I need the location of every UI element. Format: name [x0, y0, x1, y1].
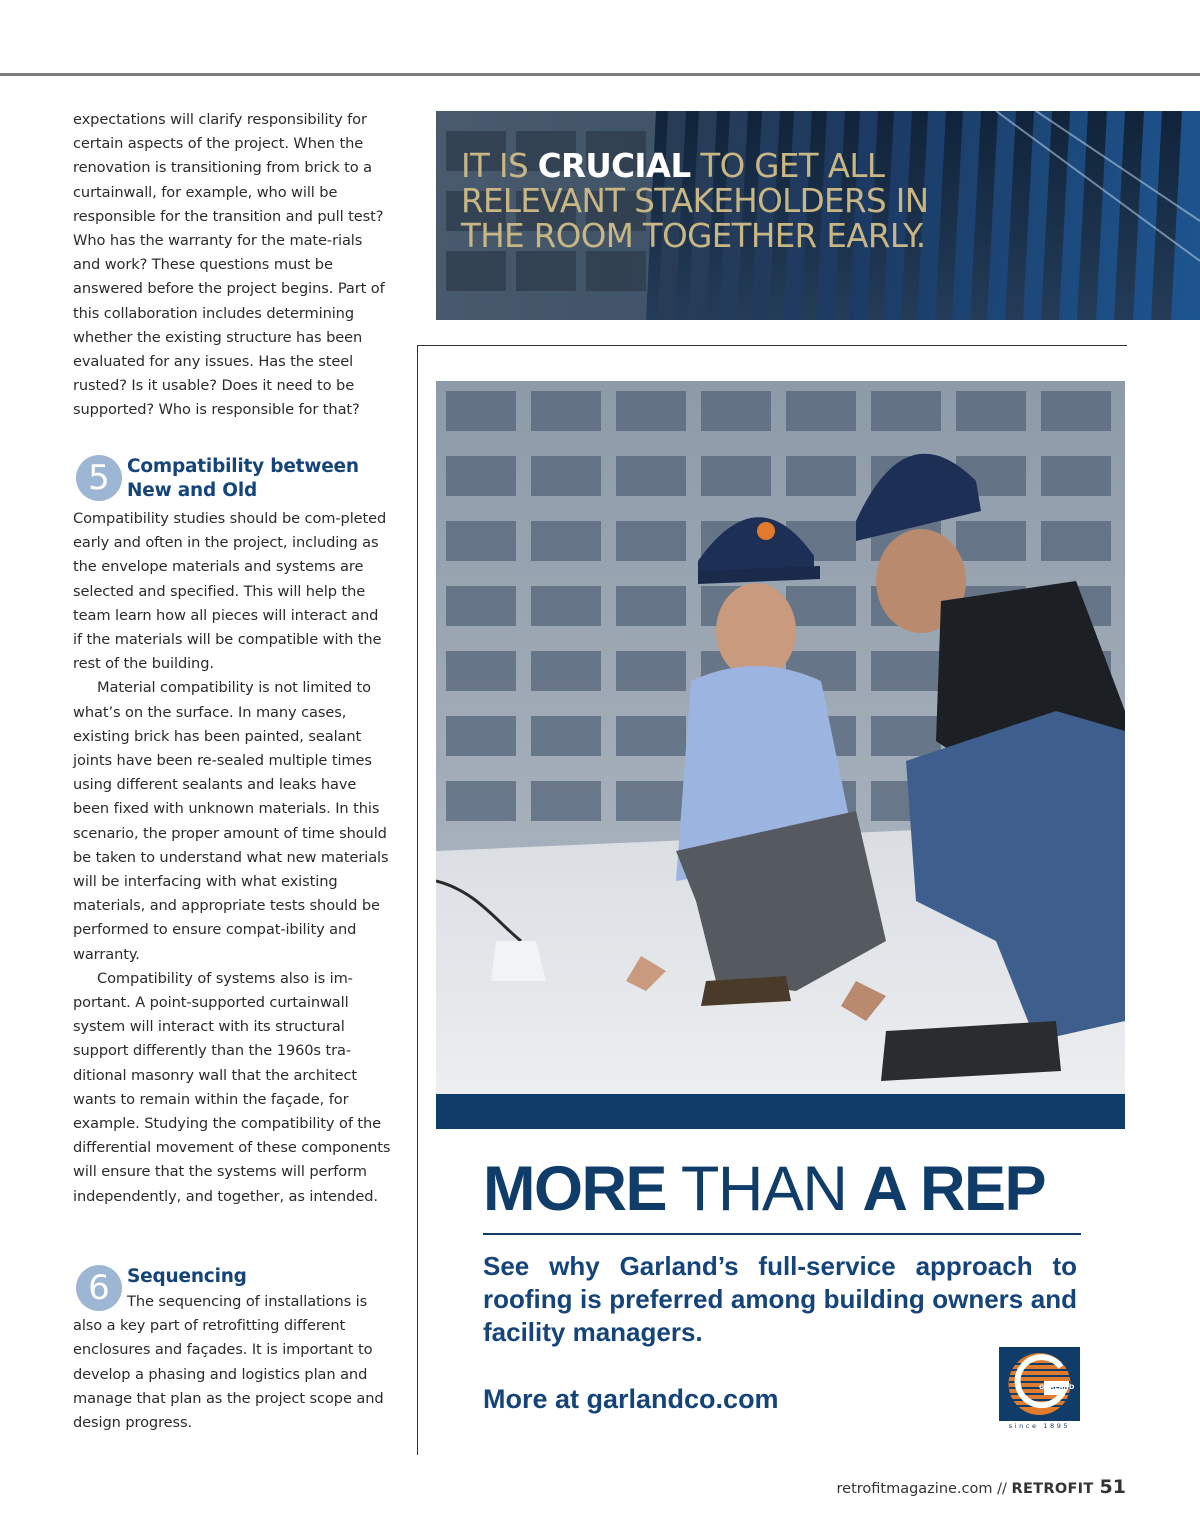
pull-quote-lead: IT IS	[461, 147, 538, 185]
ad-website-link[interactable]: More at garlandco.com	[483, 1384, 779, 1414]
article-intro	[73, 108, 391, 423]
intro-paragraph: expectations will clarify responsibility for certain aspects of the project. When the renovation is transitioning from brick to a curtainwall, for example, who will be responsible for the transition and pull test? Who has the warranty for the mate-rials and work? These questions must be answered before the project begins. Part of this collaboration includes determining whether the existing structure has been evaluated for any issues. Has the steel rusted? Is it usable? Does it need to be supported? Who is responsible for that?	[73, 111, 385, 419]
pull-quote-emphasis: CRUCIAL	[537, 147, 691, 185]
section-title-line-2: New and Old	[127, 480, 258, 501]
page-footer	[837, 1475, 1127, 1501]
body-paragraph: Material compatibility is not limited to what’s on the surface. In many cases, existing brick has been painted, sealant joints have been re-sealed multiple times using different sealants and leaks have been fixed with unknown materials. In this scenario, the proper amount of time should be taken to understand what new materials will be interfacing with what existing materials, and appropriate tests should be performed to ensure compat-ibility and warranty.	[73, 679, 389, 963]
body-paragraph: Compatibility of systems also is im-portant. A point-supported curtainwall system will interact with its structural support differently than the 1960s tra-ditional masonry wall that the architect wants to remain within the façade, for example. Studying the compatibility of the differential movement of these components will ensure that the systems will perform independently, and together, as intended.	[73, 969, 391, 1205]
ad-color-band	[436, 1094, 1125, 1129]
section-title-line-1: Compatibility between	[127, 456, 359, 477]
body-paragraph: The sequencing of installations is also a key part of retrofitting different enclosures and façades. It is important to develop a phasing and logistics plan and manage that plan as the project scope and design progress.	[73, 1293, 384, 1432]
header-rule	[0, 73, 1200, 76]
body-paragraph: Compatibility studies should be com-pleted early and often in the project, including as the envelope materials and systems are selected and specified. This will help the team learn how all pieces will interact and if the materials will be compatible with the rest of the building.	[73, 510, 387, 673]
section-5-body	[73, 507, 391, 1209]
ad-frame-left-rule	[417, 345, 418, 1455]
section-6-body	[73, 1290, 391, 1435]
pull-quote-rest: TO GET ALL RELEVANT STAKEHOLDERS IN THE ROOM TOGETHER EARLY.	[461, 147, 929, 255]
section-title	[127, 455, 367, 503]
ad-frame-top-rule	[417, 345, 1127, 346]
headline-than: THAN	[666, 1154, 863, 1224]
section-number-badge: 6	[76, 1265, 122, 1311]
logo-wordmark: GARLAND	[1039, 1383, 1075, 1391]
headline-a-rep: A REP	[862, 1154, 1046, 1224]
roofers-photo-illustration	[436, 381, 1125, 1094]
logo-since-text: since 1895	[1008, 1422, 1071, 1430]
footer-magazine-name: RETROFIT	[1011, 1481, 1094, 1497]
ad-body-copy: See why Garland’s full-service approach to roofing is preferred among building owners and facility managers.	[483, 1251, 1077, 1347]
page-number: 51	[1099, 1476, 1126, 1498]
headline-more: MORE	[483, 1154, 666, 1224]
section-number-badge: 5	[76, 455, 122, 501]
ad-headline	[483, 1153, 1083, 1225]
pull-quote	[461, 149, 981, 254]
section-title: Sequencing	[127, 1266, 247, 1287]
ad-photo-rooftop-inspection	[436, 381, 1125, 1094]
footer-site: retrofitmagazine.com //	[836, 1481, 1007, 1497]
ad-headline-rule	[483, 1233, 1081, 1235]
